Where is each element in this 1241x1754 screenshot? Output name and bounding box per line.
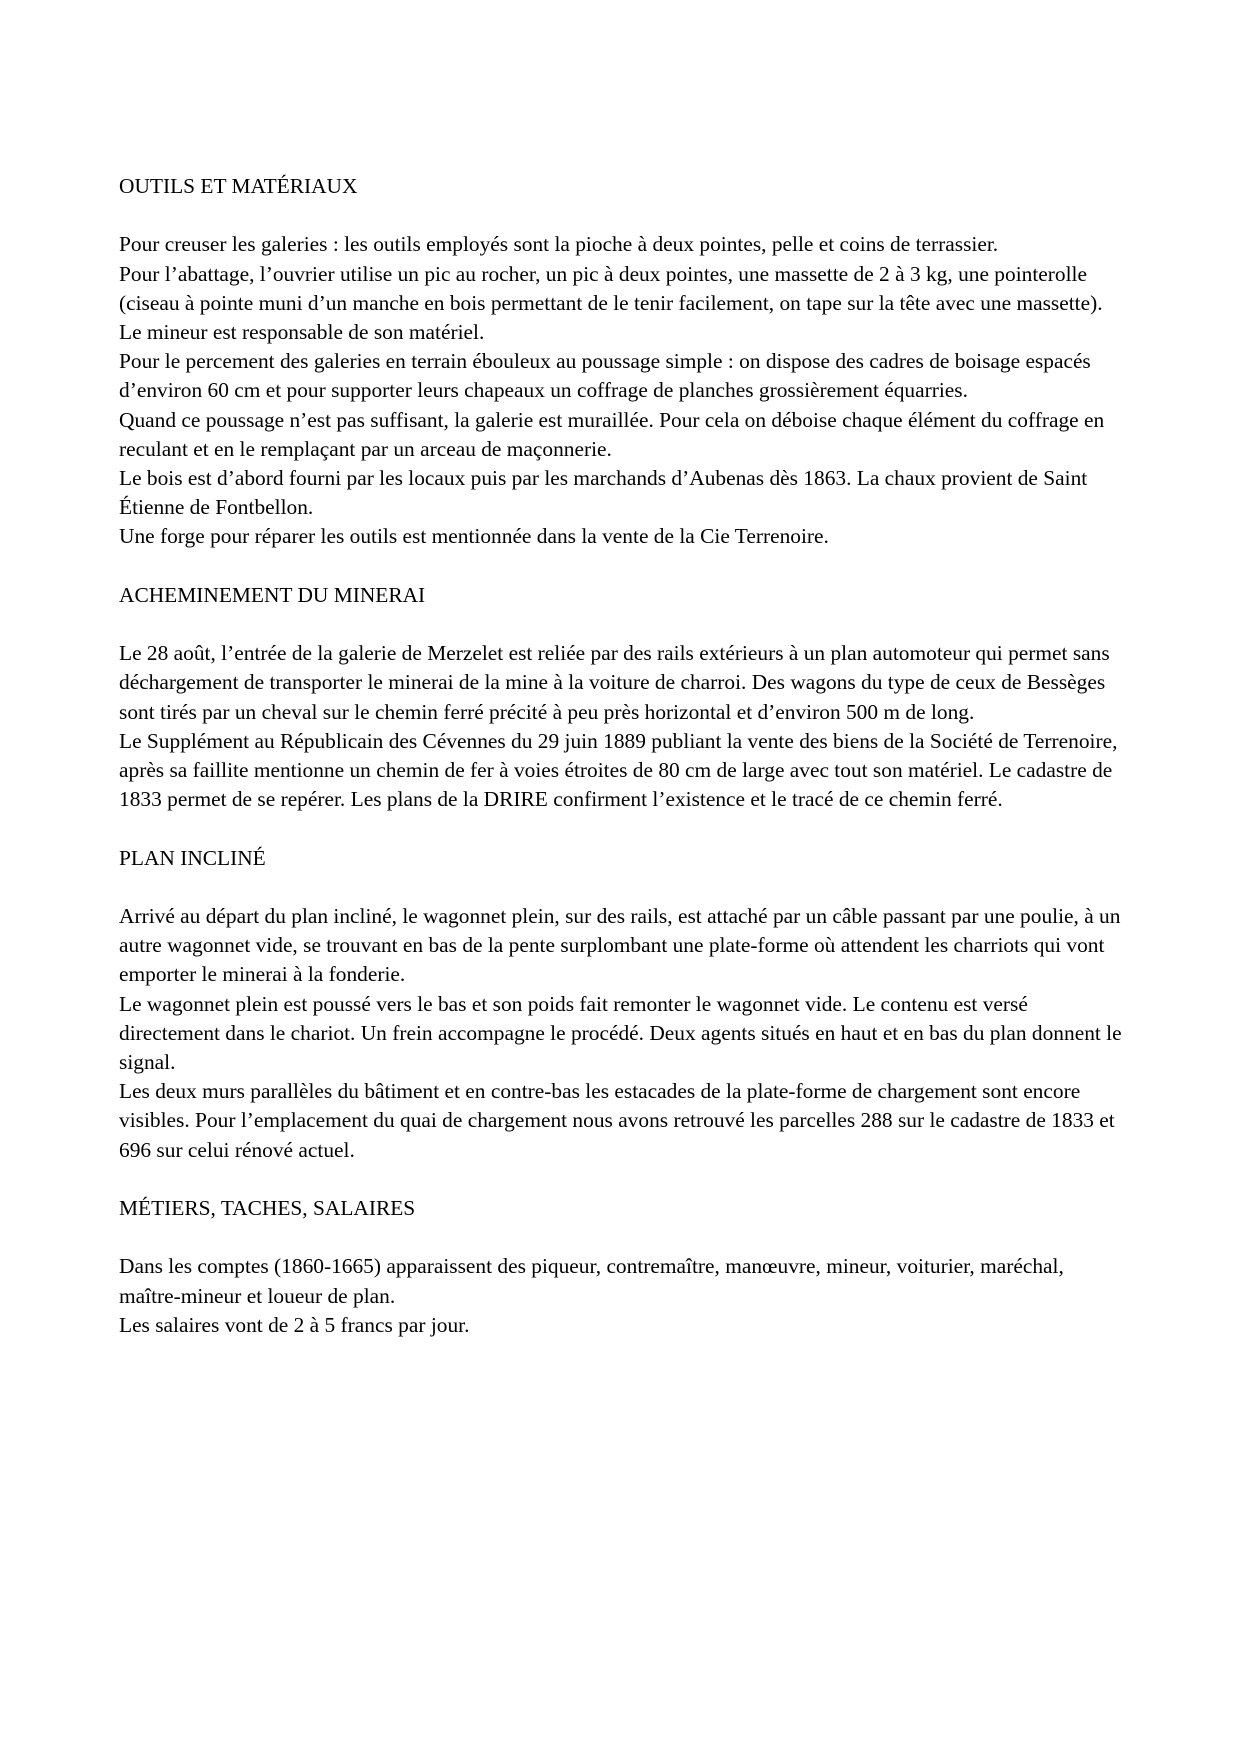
section-heading: ACHEMINEMENT DU MINERAI — [119, 582, 426, 607]
paragraph: Les deux murs parallèles du bâtiment et en contre-bas les estacades de la plate-forme de chargement sont encore visibles. Pour l’emplacement du quai de chargement nous avons retrouvé les parcelles 288 sur le cadastre de 1833 et 696 sur celui rénové actuel. — [119, 1079, 1115, 1162]
section-acheminement-minerai — [119, 581, 1129, 815]
paragraph: Pour le percement des galeries en terrain ébouleux au poussage simple : on dispose des cadres de boisage espacés d’environ 60 cm et pour supporter leurs chapeaux un coffrage de planches grossièrement équarries. — [119, 349, 1091, 403]
section-body — [119, 1252, 1129, 1340]
paragraph: Le bois est d’abord fourni par les locaux puis par les marchands d’Aubenas dès 1863. La chaux provient de Saint Étienne de Fontbellon. — [119, 466, 1088, 520]
section-plan-incline — [119, 844, 1129, 1165]
section-body — [119, 639, 1129, 814]
paragraph: Dans les comptes (1860-1665) apparaissent des piqueur, contremaître, manœuvre, mineur, voiturier, maréchal, maître-mineur et loueur de plan. — [119, 1254, 1064, 1308]
paragraph: Le wagonnet plein est poussé vers le bas et son poids fait remonter le wagonnet vide. Le contenu est versé directement dans le chariot. Un frein accompagne le procédé. Deux agents situés en haut et en bas du plan donnent le signal. — [119, 991, 1122, 1075]
paragraph: Le 28 août, l’entrée de la galerie de Merzelet est reliée par des rails extérieurs à un plan automoteur qui permet sans déchargement de transporter le minerai de la mine à la voiture de charroi. Des wagons du type de ceux de Bessèges sont tirés par un cheval sur le chemin ferré précité à peu près horizontal et d’environ 500 m de long. — [119, 641, 1110, 724]
paragraph: Arrivé au départ du plan incliné, le wagonnet plein, sur des rails, est attaché par un câble passant par une poulie, à un autre wagonnet vide, se trouvant en bas de la pente surplombant une plate-forme où attendent les charriots qui vont emporter le minerai à la fonderie. — [119, 904, 1121, 987]
document-body — [119, 172, 1129, 1369]
section-body — [119, 230, 1129, 551]
paragraph: Le Supplément au Républicain des Cévennes du 29 juin 1889 publiant la vente des biens de la Société de Terrenoire, après sa faillite mentionne un chemin de fer à voies étroites de 80 cm de large avec tout son matériel. Le cadastre de 1833 permet de se repérer. Les plans de la DRIRE confirment l’existence et le tracé de ce chemin ferré. — [119, 728, 1118, 812]
section-heading: PLAN INCLINÉ — [119, 845, 266, 870]
paragraph: Le mineur est responsable de son matériel. — [119, 320, 485, 344]
section-heading: MÉTIERS, TACHES, SALAIRES — [119, 1196, 416, 1221]
section-heading: OUTILS ET MATÉRIAUX — [119, 174, 358, 198]
paragraph: Pour creuser les galeries : les outils employés sont la pioche à deux pointes, pelle et coins de terrassier. — [119, 232, 999, 257]
paragraph: Pour l’abattage, l’ouvrier utilise un pic au rocher, un pic à deux pointes, une massette de 2 à 3 kg, une pointerolle (ciseau à pointe muni d’un manche en bois permettant de le tenir facilement, on tape sur la tête avec une massette). — [119, 261, 1103, 315]
paragraph: Les salaires vont de 2 à 5 francs par jour. — [119, 1312, 470, 1337]
section-metiers-taches-salaires — [119, 1194, 1129, 1340]
section-outils-materiaux — [119, 172, 1129, 552]
paragraph: Une forge pour réparer les outils est mentionnée dans la vente de la Cie Terrenoire. — [119, 524, 829, 549]
paragraph: Quand ce poussage n’est pas suffisant, la galerie est muraillée. Pour cela on déboise chaque élément du coffrage en reculant et en le remplaçant par un arceau de maçonnerie. — [119, 407, 1105, 461]
section-body — [119, 902, 1129, 1165]
